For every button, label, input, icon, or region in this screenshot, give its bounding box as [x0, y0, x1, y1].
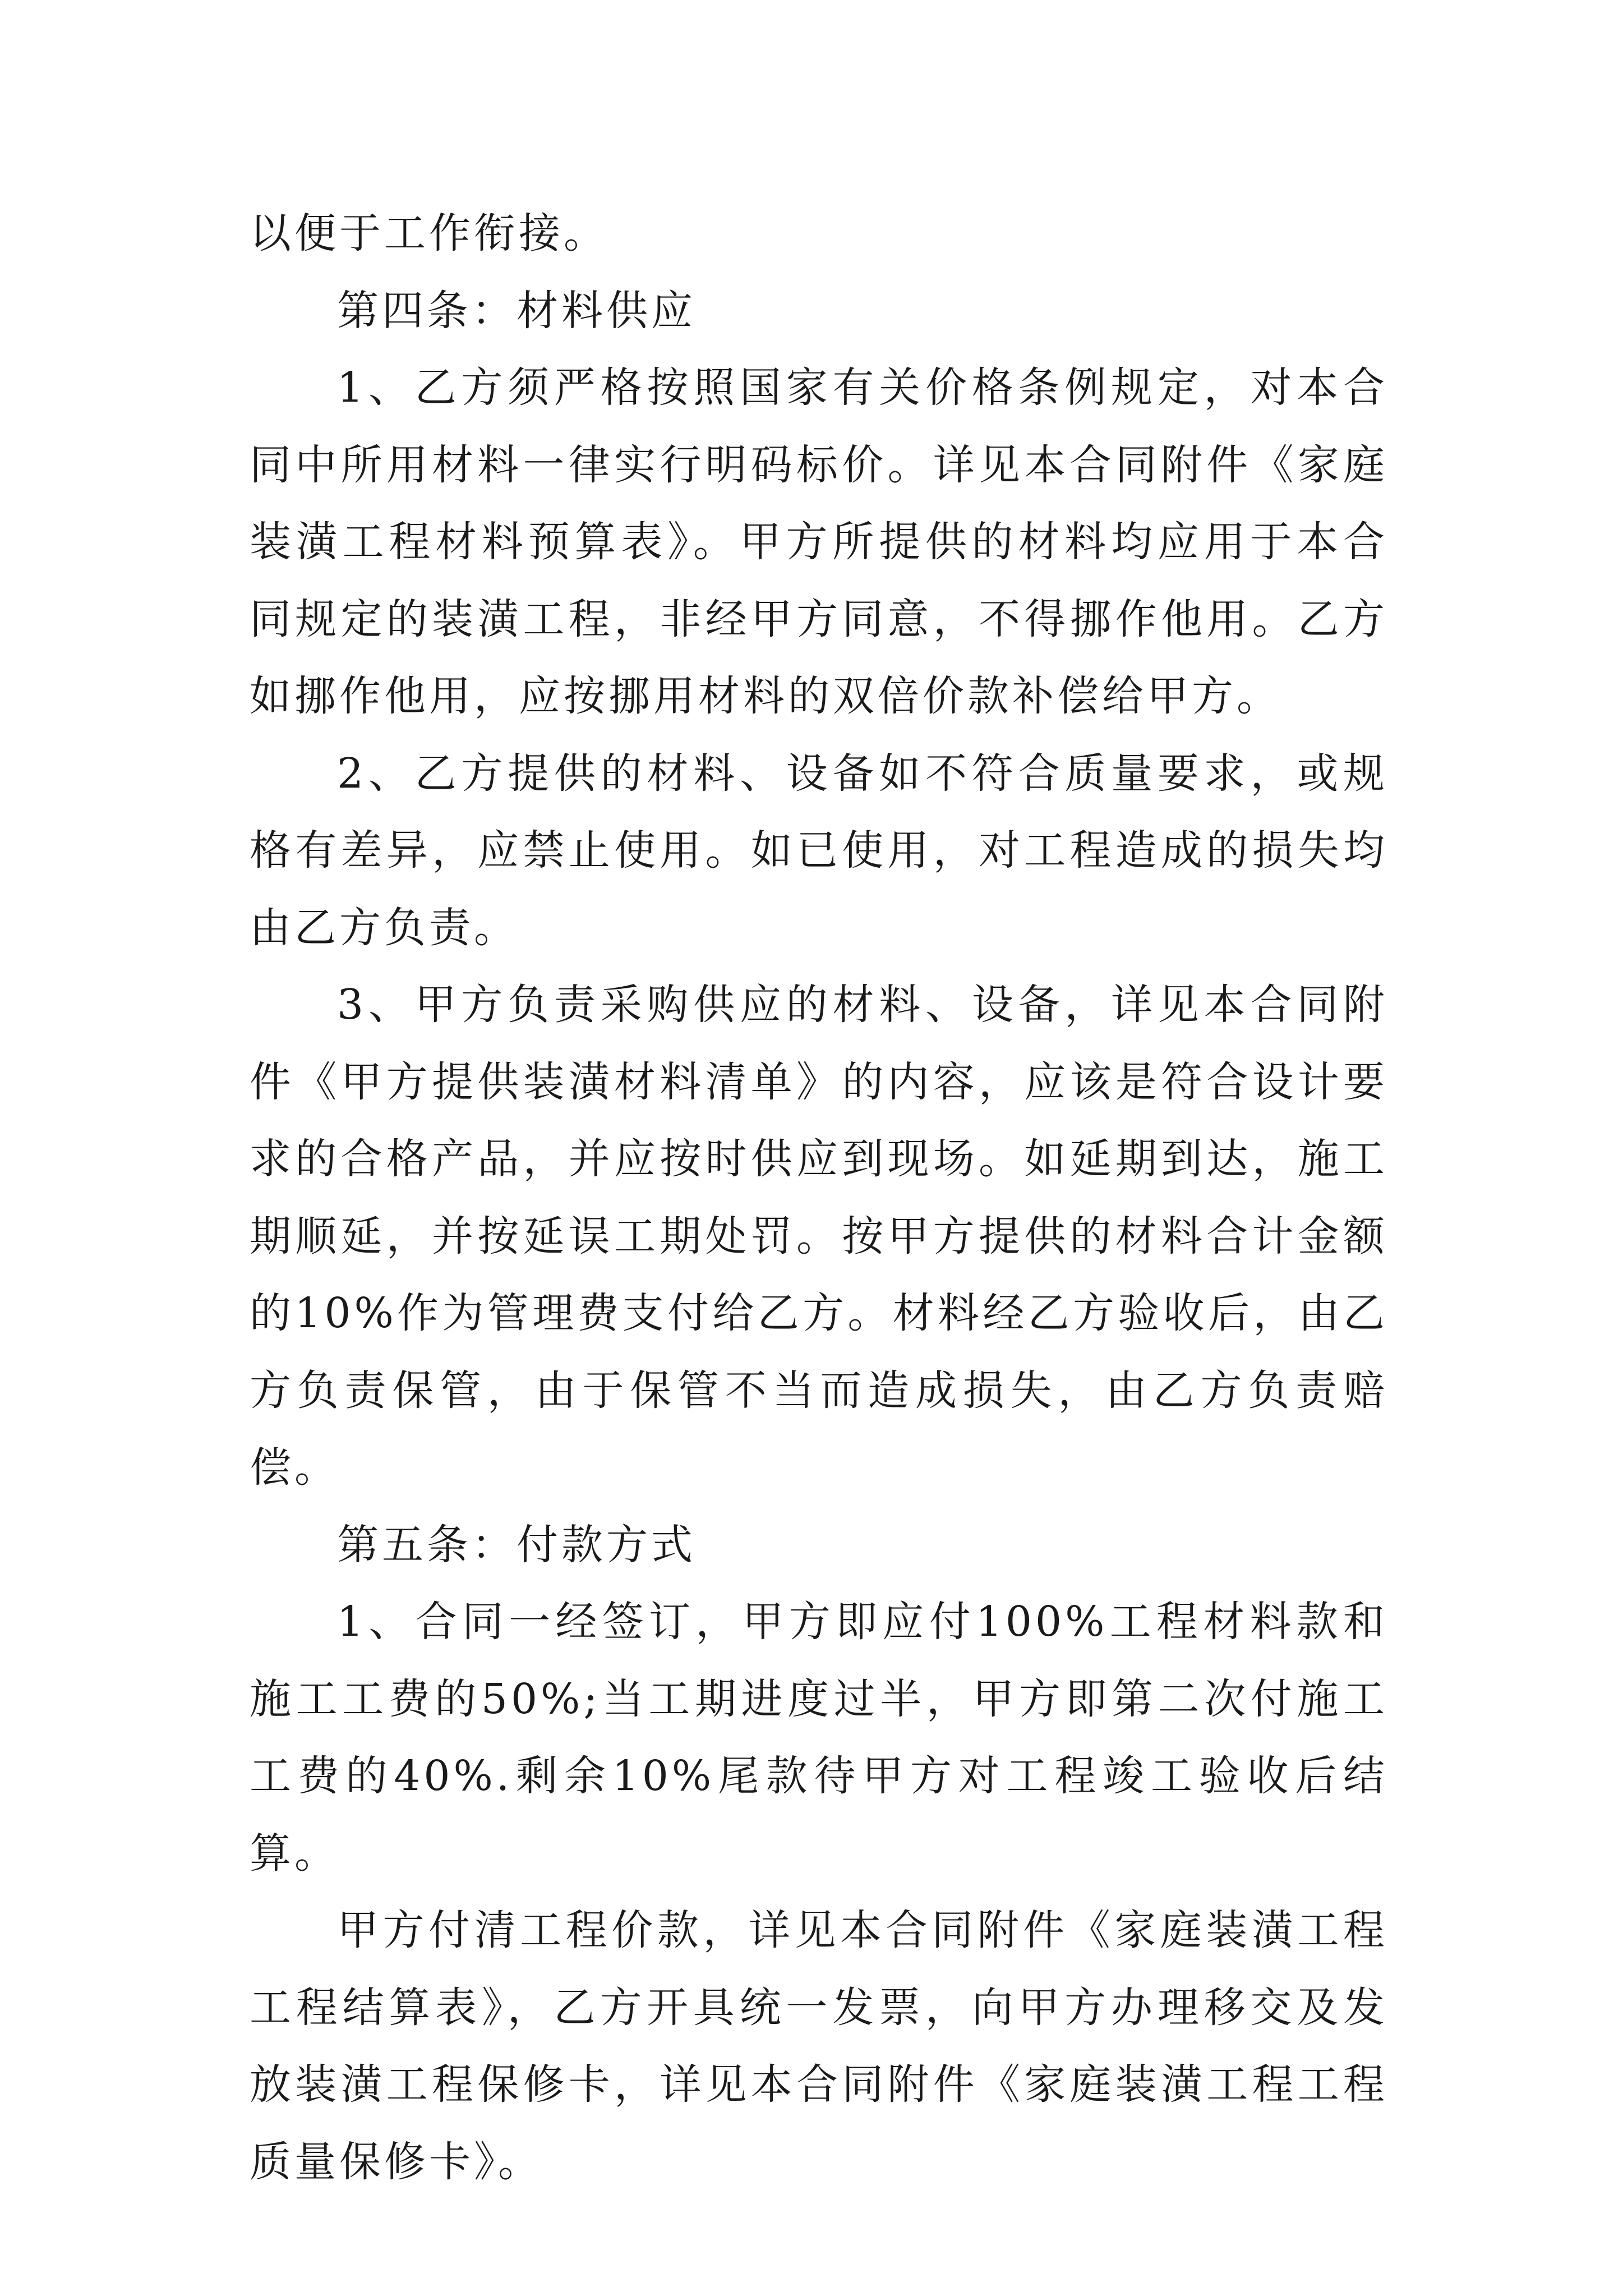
article-four-clause-1: 1、乙方须严格按照国家有关价格条例规定，对本合同中所用材料一律实行明码标价。详见本合同附件《家庭装潢工程材料预算表》。甲方所提供的材料均应用于本合同规定的装潢工程，非经甲方同意，不得挪作他用。乙方如挪作他用，应按挪用材料的双倍价款补偿给甲方。	[250, 364, 1388, 720]
article-four-clause-2: 2、乙方提供的材料、设备如不符合质量要求，或规格有差异，应禁止使用。如已使用，对工程造成的损失均由乙方负责。	[250, 749, 1388, 952]
paragraph-continuation: 以便于工作衔接。	[250, 209, 608, 257]
article-five-settlement-paragraph: 甲方付清工程价款，详见本合同附件《家庭装潢工程工程结算表》，乙方开具统一发票，向甲方办理移交及发放装潢工程保修卡，详见本合同附件《家庭装潢工程工程质量保修卡》。	[250, 1906, 1388, 2186]
article-four-heading: 第四条：材料供应	[337, 286, 696, 335]
article-five-clause-1: 1、合同一经签订，甲方即应付100%工程材料款和施工工费的50%;当工期进度过半，甲方即第二次付施工工费的40%.剩余10%尾款待甲方对工程竣工验收后结算。	[250, 1598, 1388, 1878]
article-four-clause-3: 3、甲方负责采购供应的材料、设备，详见本合同附件《甲方提供装潢材料清单》的内容，应该是符合设计要求的合格产品，并应按时供应到现场。如延期到达，施工期顺延，并按延误工期处罚。按甲方提供的材料合计金额的10%作为管理费支付给乙方。材料经乙方验收后，由乙方负责保管，由于保管不当而造成损失，由乙方负责赔偿。	[250, 981, 1388, 1492]
article-five-heading: 第五条：付款方式	[337, 1520, 696, 1569]
document-body	[250, 195, 1388, 2201]
